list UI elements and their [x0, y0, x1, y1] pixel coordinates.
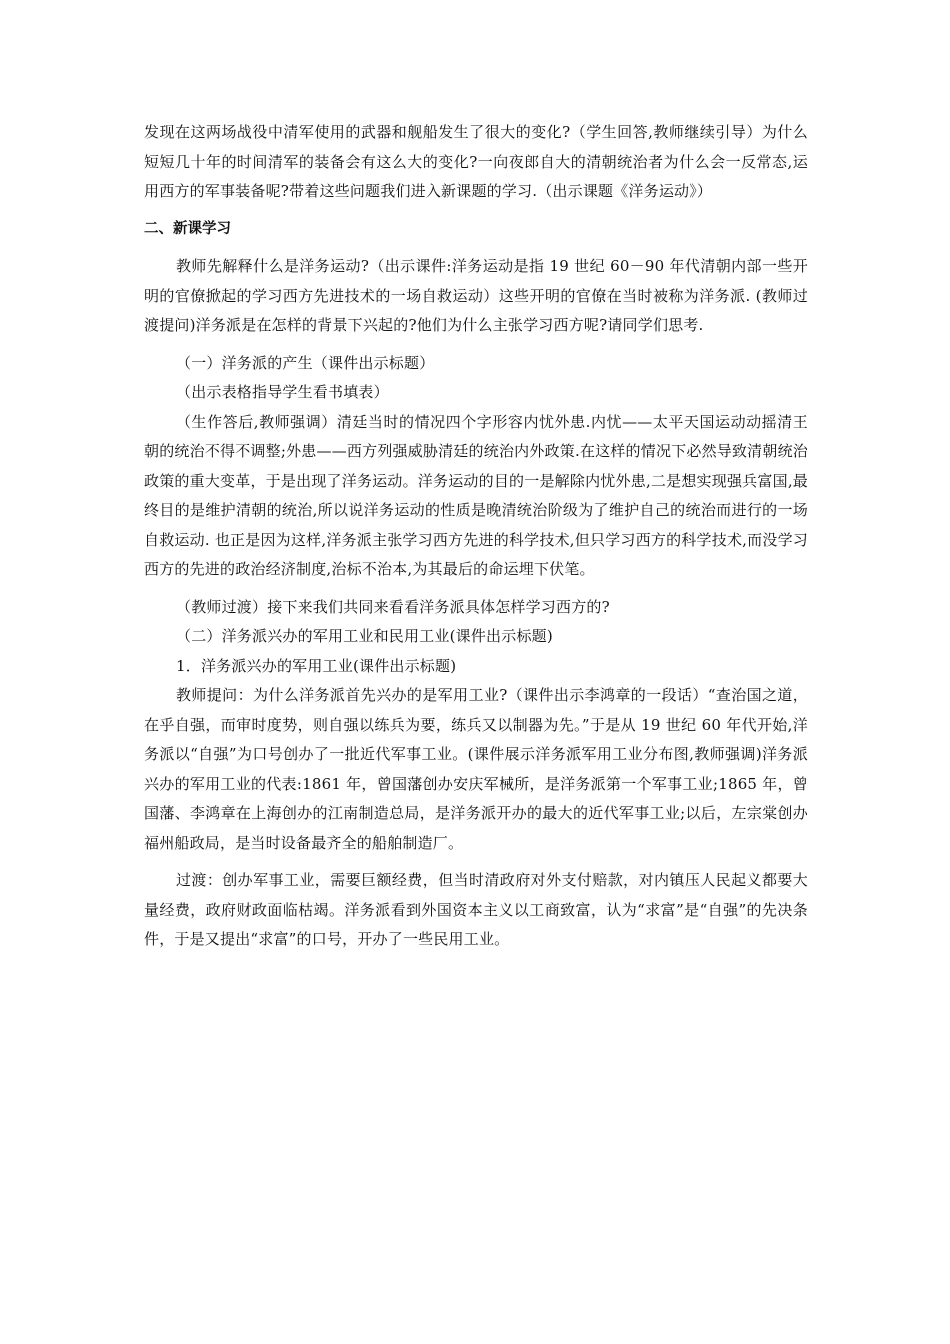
background-explanation-paragraph: （生作答后,教师强调）清廷当时的情况四个字形容内忧外患.内忧——太平天国运动动摇清王朝的统治不得不调整;外患——西方列强威胁清廷的统治内外政策.在这样的情况下必然导致清朝统治政策的重大变革，于是出现了洋务运动。洋务运动的目的一是解除内忧外患,二是想实现强兵富国,最终目的是维护清朝的统治,所以说洋务运动的性质是晚清统治阶级为了维护自己的统治而进行的一场自救运动. 也正是因为这样,洋务派主张学习西方先进的科学技术,但只学习西方的科学技术,而没学习西方的先进的政治经济制度,治标不治本,为其最后的命运埋下伏笔。 — [144, 412, 808, 578]
intro-paragraph: 发现在这两场战役中清军使用的武器和舰船发生了很大的变化?（学生回答,教师继续引导）为什么短短几十年的时间清军的装备会有这么大的变化?一向夜郎自大的清朝统治者为什么会一反常态,运用西方的军事装备呢?带着这些问题我们进入新课题的学习.（出示课题《洋务运动》） — [144, 123, 808, 200]
military-industry-paragraph: 教师提问：为什么洋务派首先兴办的是军用工业?（课件出示李鸿章的一段话）“查治国之道，在乎自强，而审时度势，则自强以练兵为要，练兵又以制器为先。”于是从 19 世纪 60 年代开始,洋务派以“自强”为口号创办了一批近代军事工业。(课件展示洋务派军用工业分布图,教师强调)洋务派兴办的军用工业的代表:1861 年，曾国藩创办安庆军械所，是洋务派第一个军事工业;1865 年，曾国藩、李鸿章在上海创办的江南制造总局，是洋务派开办的最大的近代军事工业;以后，左宗棠创办福州船政局，是当时设备最齐全的船舶制造厂。 — [144, 686, 808, 852]
civil-industry-transition-paragraph: 过渡：创办军事工业，需要巨额经费，但当时清政府对外支付赔款，对内镇压人民起义都要大量经费，政府财政面临枯竭。洋务派看到外国资本主义以工商致富，认为“求富”是“自强”的先决条件，于是又提出“求富”的口号，开办了一些民用工业。 — [144, 871, 808, 948]
yangwu-definition-paragraph: 教师先解释什么是洋务运动?（出示课件:洋务运动是指 19 世纪 60－90 年代清朝内部一些开明的官僚掀起的学习西方先进技术的一场自救运动）这些开明的官僚在当时被称为洋务派. (教师过渡提问)洋务派是在怎样的背景下兴起的?他们为什么主张学习西方呢?请同学们思考. — [144, 257, 808, 334]
document-page — [144, 118, 808, 963]
teacher-transition-paragraph: （教师过渡）接下来我们共同来看看洋务派具体怎样学习西方的? — [176, 597, 610, 616]
subheading-industries: （二）洋务派兴办的军用工业和民用工业(课件出示标题) — [176, 627, 553, 645]
subheading-military-industry: 1．洋务派兴办的军用工业(课件出示标题) — [176, 656, 457, 675]
subheading-yangwu-origin: （一）洋务派的产生（课件出示标题） — [176, 353, 435, 372]
section-heading-new-lesson: 二、新课学习 — [144, 220, 231, 237]
table-instruction-paragraph: （出示表格指导学生看书填表） — [176, 383, 389, 401]
